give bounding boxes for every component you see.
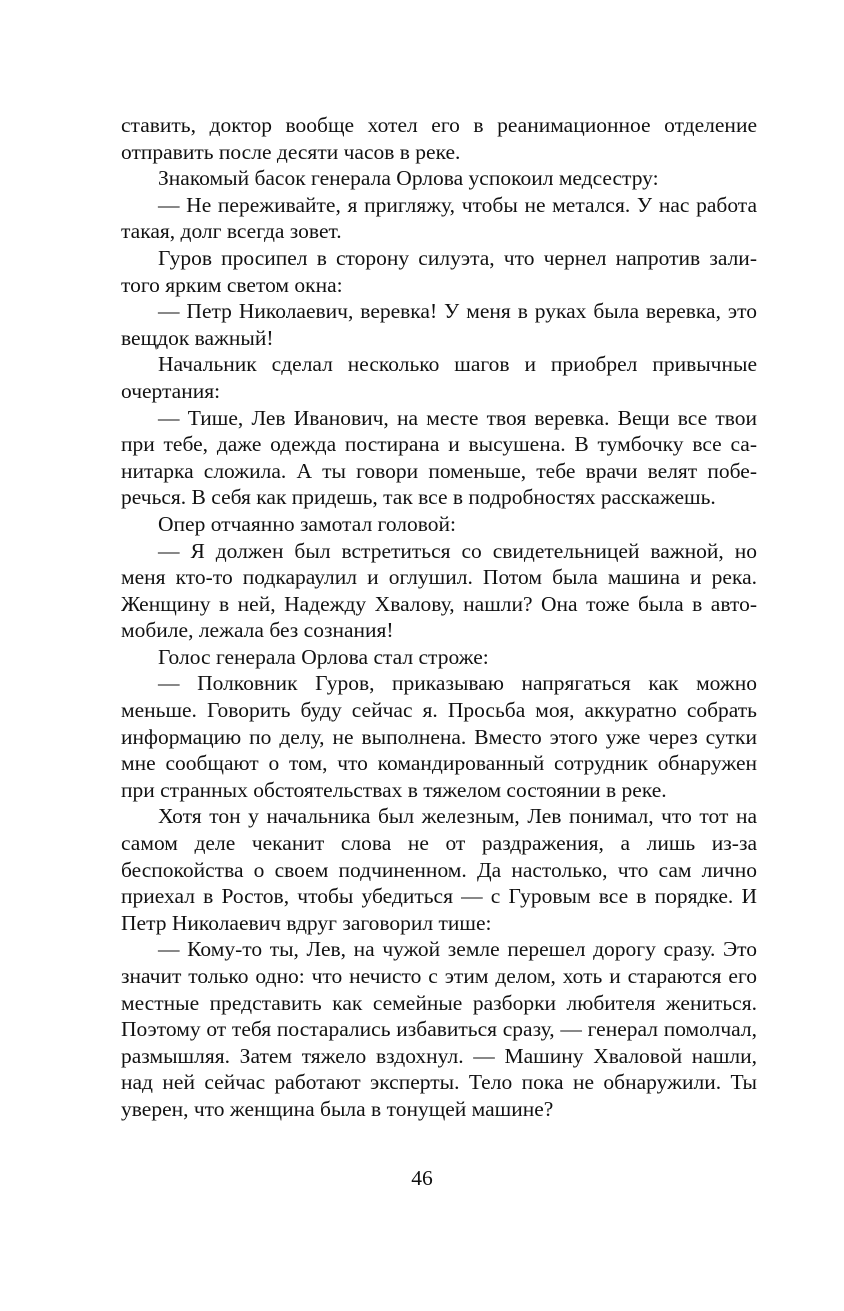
page-number: 46 <box>411 1166 433 1190</box>
paragraph: Хотя тон у начальника был железным, Лев понимал, что тот на самом деле чеканит слова не от раздражения, а лишь из-за беспокойства о своем подчиненном. Да настолько, что сам лично приехал в Ростов, чтобы убедиться — с Гуровым все в порядке. И Петр Николаевич вдруг заговорил тише: <box>121 804 757 935</box>
paragraph: Начальник сделал несколько шагов и приобрел привычные очертания: <box>121 352 757 403</box>
paragraph: Знакомый басок генерала Орлова успокоил медсестру: <box>158 166 659 191</box>
paragraph: Голос генерала Орлова стал строже: <box>158 644 489 669</box>
paragraph: — Тише, Лев Иванович, на месте твоя веревка. Вещи все твои при тебе, даже одежда постирана и высушена. В тумбочку все санитарка сложила. А ты говори поменьше, тебе врачи велят поберечься. В себя как придешь, так все в подробностях расскажешь. <box>121 405 757 510</box>
paragraph: — Полковник Гуров, приказываю напрягаться как можно меньше. Говорить буду сейчас я. Просьба моя, аккуратно собрать информацию по делу, не выполнена. Вместо этого уже через сутки мне сообщают о том, что командированный сотрудник обнаружен при странных обстоятельствах в тяжелом состоянии в реке. <box>121 671 757 802</box>
paragraph: — Петр Николаевич, веревка! У меня в руках была веревка, это вещдок важный! <box>121 299 757 350</box>
paragraph: ставить, доктор вообще хотел его в реанимационное отделение отправить после десяти часов в реке. <box>121 113 757 164</box>
paragraph: — Кому-то ты, Лев, на чужой земле перешел дорогу сразу. Это значит только одно: что нечисто с этим делом, хоть и стараются его местные представить как семейные разборки любителя жениться. Поэтому от тебя постарались избавиться сразу, — генерал помолчал, размышляя. Затем тяжело вздохнул. — Машину Хваловой нашли, над ней сейчас работают эксперты. Тело пока не обнаружили. Ты уверен, что женщина была в тонущей машине? <box>121 937 757 1121</box>
paragraph: — Я должен был встретиться со свидетельницей важной, но меня кто-то подкараулил и оглушил. Потом была машина и река. Женщину в ней, Надежду Хвалову, нашли? Она тоже была в автомобиле, лежала без сознания! <box>121 538 757 643</box>
paragraph: — Не переживайте, я пригляжу, чтобы не метался. У нас работа такая, долг всегда зовет. <box>121 192 757 244</box>
body-text <box>121 112 757 1123</box>
paragraph: Опер отчаянно замотал головой: <box>158 511 457 536</box>
paragraph: Гуров просипел в сторону силуэта, что чернел напротив залитого ярким светом окна: <box>121 245 757 297</box>
